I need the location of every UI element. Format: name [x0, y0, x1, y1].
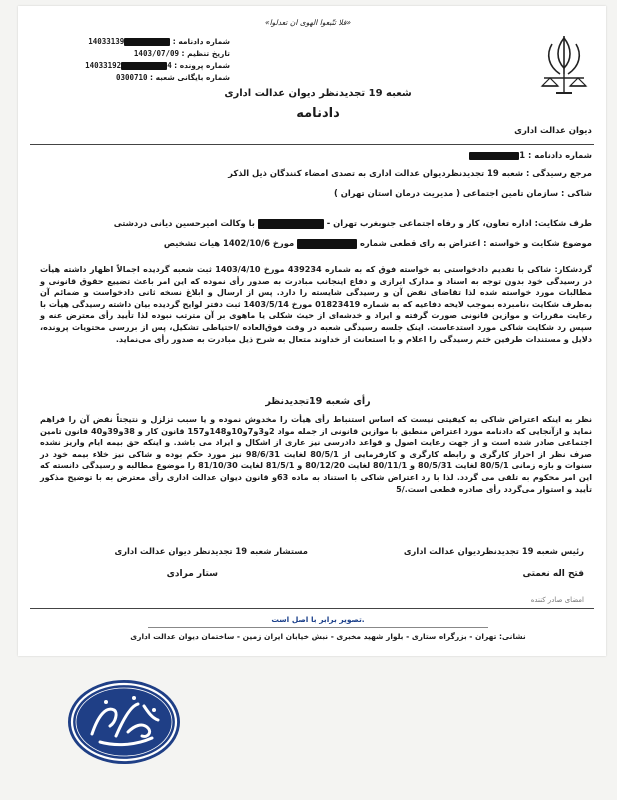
footer-sub-divider	[148, 627, 488, 628]
document-page	[18, 6, 606, 656]
certified-copy-note: تصویر برابر با اصل است.	[271, 615, 365, 624]
redaction-bar	[297, 239, 357, 249]
head-role: رئیس شعبه 19 تجدیدنظردیوان عدالت اداری	[403, 546, 584, 556]
ruling-title: رأی شعبه 19تجدیدنظر	[265, 396, 371, 407]
reference-line: مرجع رسیدگی : شعبه 19 تجدیدنظردیوان عدالت اداری به تصدی امضاء کنندگان ذیل الذکر	[228, 168, 592, 178]
redaction-bar	[469, 152, 519, 160]
lawyer-seal-logo	[64, 676, 184, 768]
case-report-paragraph: گردشکار: شاکی با تقدیم دادخواستی به خواسته فوق که به شماره 439234 مورخ 1403/4/10 ثبت شعبه گردیده اجمالاً اظهار داشته هیأت در رسیدگی خود بدون توجه به اسناد و مدارک ابرازی و دفاع اینجانب مبادرت به صدور رأی نموده که این امر باعث تضییع حقوق قانونی و مطالبات مورد خواسته شده لذا تقاضای نقض آن و رسیدگی شایسته را دارد. پس از ارسال و ابلاغ نسخه ثانی دادخواست و ضمائم آن به‌طرف شکایت ،نامبرده بموجب لایحه دفاعیه که به شماره 01823419 مورخ 1403/5/14 ثبت دفتر لوایح گردیده بیان داشته رسیدگی هیأت با رعایت مقررات و موازین قانونی صورت گرفته و ایراد و خدشه‌ای از حیث شکلی یا ماهوی بر آن مترتب نبوده لذا تأیید رأی معترض عنه و سپس رد شکایت شاکی مورد استدعاست. اینک جلسه رسیدگی شعبه در وقت فوق‌العاده /احتیاطی تشکیل، پس از بررسی محتویات پرونده، دلایل و مستندات طرفین ختم رسیدگی را اعلام و با استعانت از خداوند متعال به شرح ذیل مبادرت به صدور رأی می‌نماید.	[40, 264, 593, 344]
plaintiff-line: شاکی : سازمان تامین اجتماعی ( مدیریت درمان استان تهران )	[334, 188, 592, 198]
subject-line: موضوع شکایت و خواسته : اعتراض به رای قطعی شماره مورخ 1402/10/6 هیات تشخیص	[163, 238, 592, 248]
meta-archive-no: شماره بایگانی شعبه : 0300710	[115, 73, 230, 82]
ruling-paragraph: نظر به اینکه اعتراض شاکی به کیفیتی نیست که اساس استنباط رأی هیأت را مخدوش نموده و یا سبب تزلزل و نتیجتاً نقض آن را فراهم نماید و ازآنجایی که دادنامه مورد اعتراض منطبق با موازین قانونی از جمله مواد 2و3و7و10و148و157 قانون کار و 38و39و40 قانون تامین اجتماعی صادر شده است و از جهت رعایت اصول و قواعد دادرسی نیز عاری از اشکال و ایراد می باشد. و اینکه حق بیمه ایام واریز نشده صرف نظر از احراز کارگری و رابطه کارگری و کارفرمایی از 80/5/1 لغایت 98/6/31 نیز مورد حکم بوده و شاکی نیز خلاء بیمه خود در سنوات و بازه زمانی 80/5/1 لغایت 80/5/31 و 80/11/1 لغایت 80/12/20 و 81/5/1 لغایت 81/10/30 را موضوع مطالبه و رسیدگی دانسته که این امر محکوم به تلقی می گردد. لذا با رد اعتراض شاکی با استناد به ماده 63و قانون دیوان عدالت اداری رأی معترض به با توضیح مذکور تأیید و استوار می‌گردد رأی صادره قطعی است./5	[40, 414, 593, 494]
header-divider	[30, 144, 594, 145]
advisor-name: ستار مرادی	[166, 569, 218, 579]
redaction-bar	[121, 62, 167, 70]
state-emblem-icon	[538, 34, 590, 96]
signer-note: امضای صادر کننده	[530, 596, 584, 604]
advisor-role: مستشار شعبه 19 تجدیدنظر دیوان عدالت اداری	[114, 546, 308, 556]
redaction-bar	[124, 38, 170, 46]
footer-divider	[30, 608, 594, 609]
branch-title: شعبه 19 تجدیدنظر دیوان عدالت اداری	[224, 88, 412, 99]
meta-case-no: شماره پرونده : 414033192	[85, 61, 230, 70]
defendant-line: طرف شکایت: اداره تعاون، کار و رفاه اجتماعی جنوبغرب تهران - با وکالت امیرحسین دیانی دردشتی	[113, 218, 592, 228]
document-title: دادنامه	[296, 106, 340, 121]
head-name: فتح اله نعمتی	[522, 569, 584, 579]
org-name: دیوان عدالت اداری	[514, 126, 592, 136]
header-verse: «فلا تتّبعوا الهوی ان تعدلوا»	[264, 18, 352, 27]
redaction-bar	[258, 219, 324, 229]
meta-verdict-no: شماره دادنامه : 14033139	[88, 37, 230, 46]
meta-date: تاریخ تنظیم : 1403/07/09	[133, 49, 230, 58]
address-line: نشانی: تهران - بزرگراه ستاری - بلوار شهید مخبری - نبش خیابان ایران زمین - ساختمان دیوان عدالت اداری	[130, 632, 526, 641]
verdict-number-line: شماره دادنامه : 1	[40, 150, 592, 160]
